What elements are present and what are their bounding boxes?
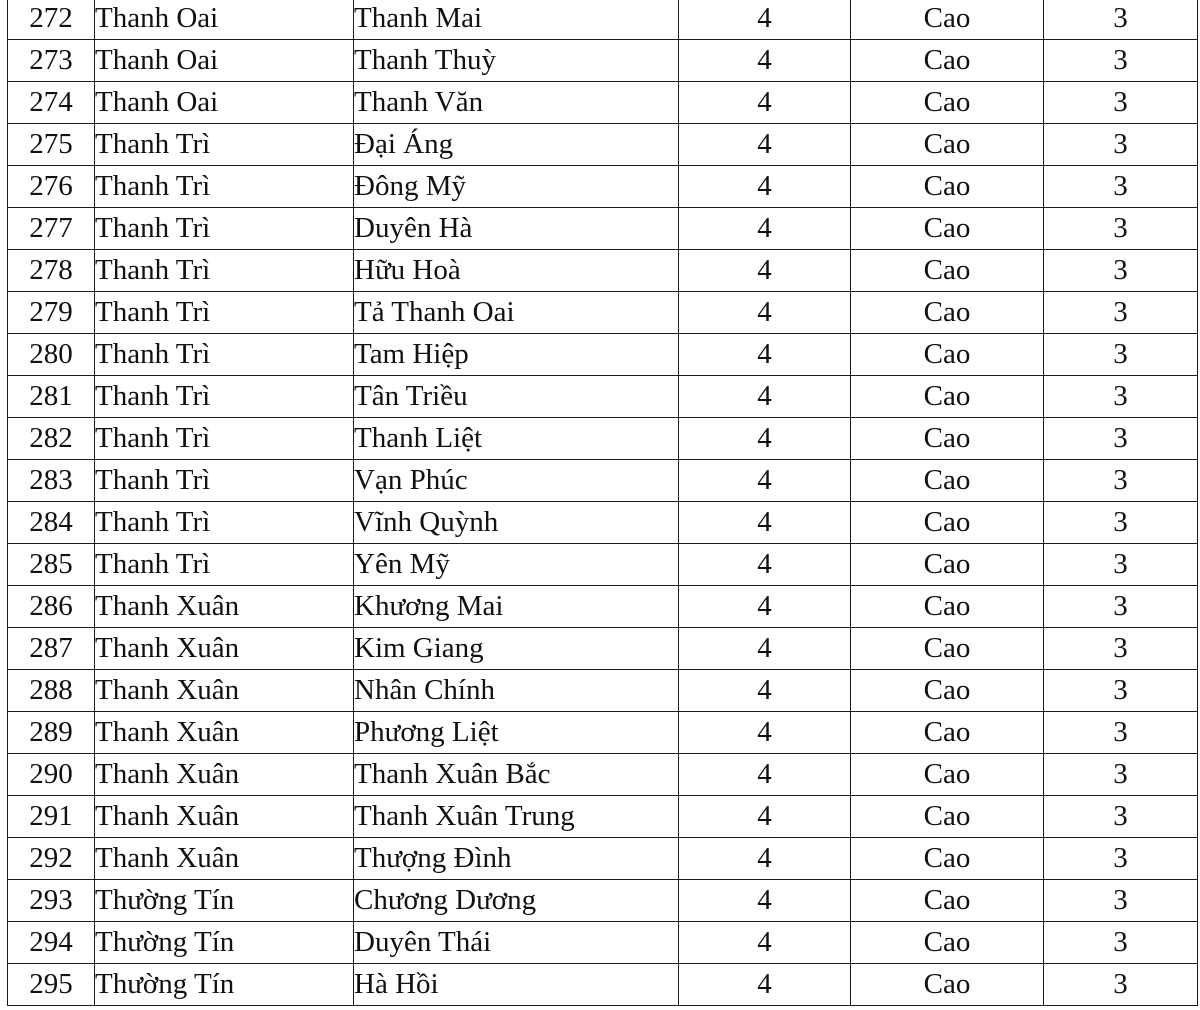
zone-cell: 3	[1044, 166, 1198, 208]
zone-cell: 3	[1044, 0, 1198, 40]
table-row	[8, 754, 1198, 796]
row-number-cell: 281	[8, 376, 95, 418]
row-number-cell: 289	[8, 712, 95, 754]
row-number-cell: 292	[8, 838, 95, 880]
level-cell: 4	[679, 334, 851, 376]
zone-cell: 3	[1044, 460, 1198, 502]
district-cell: Thường Tín	[95, 922, 354, 964]
risk-cell: Cao	[851, 964, 1044, 1006]
zone-cell: 3	[1044, 82, 1198, 124]
commune-cell: Phương Liệt	[354, 712, 679, 754]
level-cell: 4	[679, 376, 851, 418]
district-cell: Thanh Trì	[95, 250, 354, 292]
zone-cell: 3	[1044, 712, 1198, 754]
table-row	[8, 418, 1198, 460]
district-cell: Thanh Oai	[95, 0, 354, 40]
risk-cell: Cao	[851, 586, 1044, 628]
district-cell: Thanh Trì	[95, 124, 354, 166]
commune-cell: Thanh Liệt	[354, 418, 679, 460]
zone-cell: 3	[1044, 334, 1198, 376]
row-number-cell: 295	[8, 964, 95, 1006]
level-cell: 4	[679, 712, 851, 754]
risk-cell: Cao	[851, 460, 1044, 502]
zone-cell: 3	[1044, 208, 1198, 250]
commune-cell: Đại Áng	[354, 124, 679, 166]
row-number-cell: 283	[8, 460, 95, 502]
table-row	[8, 376, 1198, 418]
row-number-cell: 278	[8, 250, 95, 292]
district-cell: Thanh Xuân	[95, 586, 354, 628]
commune-cell: Tả Thanh Oai	[354, 292, 679, 334]
level-cell: 4	[679, 754, 851, 796]
zone-cell: 3	[1044, 880, 1198, 922]
zone-cell: 3	[1044, 544, 1198, 586]
level-cell: 4	[679, 292, 851, 334]
zone-cell: 3	[1044, 754, 1198, 796]
row-number-cell: 290	[8, 754, 95, 796]
district-cell: Thanh Oai	[95, 82, 354, 124]
row-number-cell: 282	[8, 418, 95, 460]
risk-cell: Cao	[851, 334, 1044, 376]
risk-cell: Cao	[851, 754, 1044, 796]
risk-cell: Cao	[851, 40, 1044, 82]
table-row	[8, 460, 1198, 502]
district-cell: Thanh Trì	[95, 208, 354, 250]
risk-cell: Cao	[851, 796, 1044, 838]
table-row	[8, 502, 1198, 544]
district-cell: Thanh Oai	[95, 40, 354, 82]
commune-cell: Tân Triều	[354, 376, 679, 418]
risk-cell: Cao	[851, 838, 1044, 880]
level-cell: 4	[679, 460, 851, 502]
risk-cell: Cao	[851, 628, 1044, 670]
table-body	[8, 0, 1198, 1006]
district-cell: Thanh Trì	[95, 292, 354, 334]
risk-cell: Cao	[851, 208, 1044, 250]
table-row	[8, 880, 1198, 922]
district-cell: Thanh Trì	[95, 460, 354, 502]
level-cell: 4	[679, 586, 851, 628]
district-cell: Thường Tín	[95, 880, 354, 922]
table-row	[8, 586, 1198, 628]
zone-cell: 3	[1044, 964, 1198, 1006]
commune-cell: Thượng Đình	[354, 838, 679, 880]
level-cell: 4	[679, 628, 851, 670]
table-row	[8, 628, 1198, 670]
table-row	[8, 670, 1198, 712]
level-cell: 4	[679, 208, 851, 250]
risk-cell: Cao	[851, 418, 1044, 460]
table-row	[8, 796, 1198, 838]
table-row	[8, 292, 1198, 334]
commune-cell: Hà Hồi	[354, 964, 679, 1006]
level-cell: 4	[679, 502, 851, 544]
level-cell: 4	[679, 838, 851, 880]
level-cell: 4	[679, 82, 851, 124]
risk-cell: Cao	[851, 670, 1044, 712]
commune-cell: Tam Hiệp	[354, 334, 679, 376]
commune-cell: Nhân Chính	[354, 670, 679, 712]
level-cell: 4	[679, 922, 851, 964]
commune-cell: Thanh Thuỳ	[354, 40, 679, 82]
row-number-cell: 286	[8, 586, 95, 628]
district-cell: Thanh Trì	[95, 166, 354, 208]
zone-cell: 3	[1044, 670, 1198, 712]
table-row	[8, 922, 1198, 964]
row-number-cell: 288	[8, 670, 95, 712]
level-cell: 4	[679, 124, 851, 166]
commune-cell: Kim Giang	[354, 628, 679, 670]
row-number-cell: 275	[8, 124, 95, 166]
risk-cell: Cao	[851, 166, 1044, 208]
table-row	[8, 334, 1198, 376]
table-row	[8, 250, 1198, 292]
row-number-cell: 279	[8, 292, 95, 334]
commune-cell: Khương Mai	[354, 586, 679, 628]
district-cell: Thường Tín	[95, 964, 354, 1006]
row-number-cell: 272	[8, 0, 95, 40]
row-number-cell: 293	[8, 880, 95, 922]
district-cell: Thanh Xuân	[95, 754, 354, 796]
district-cell: Thanh Xuân	[95, 796, 354, 838]
district-cell: Thanh Trì	[95, 502, 354, 544]
district-cell: Thanh Trì	[95, 334, 354, 376]
commune-risk-table	[7, 0, 1198, 1006]
row-number-cell: 284	[8, 502, 95, 544]
table-row	[8, 544, 1198, 586]
district-cell: Thanh Trì	[95, 376, 354, 418]
row-number-cell: 291	[8, 796, 95, 838]
commune-cell: Yên Mỹ	[354, 544, 679, 586]
zone-cell: 3	[1044, 628, 1198, 670]
row-number-cell: 274	[8, 82, 95, 124]
commune-cell: Chương Dương	[354, 880, 679, 922]
table-row	[8, 40, 1198, 82]
table-row	[8, 712, 1198, 754]
row-number-cell: 285	[8, 544, 95, 586]
commune-cell: Thanh Văn	[354, 82, 679, 124]
table-row	[8, 208, 1198, 250]
commune-cell: Duyên Thái	[354, 922, 679, 964]
row-number-cell: 294	[8, 922, 95, 964]
commune-cell: Đông Mỹ	[354, 166, 679, 208]
district-cell: Thanh Trì	[95, 418, 354, 460]
commune-cell: Thanh Mai	[354, 0, 679, 40]
commune-cell: Duyên Hà	[354, 208, 679, 250]
row-number-cell: 276	[8, 166, 95, 208]
zone-cell: 3	[1044, 376, 1198, 418]
row-number-cell: 287	[8, 628, 95, 670]
level-cell: 4	[679, 40, 851, 82]
risk-cell: Cao	[851, 880, 1044, 922]
level-cell: 4	[679, 670, 851, 712]
district-cell: Thanh Xuân	[95, 670, 354, 712]
district-cell: Thanh Xuân	[95, 628, 354, 670]
risk-cell: Cao	[851, 712, 1044, 754]
district-cell: Thanh Trì	[95, 544, 354, 586]
level-cell: 4	[679, 418, 851, 460]
risk-cell: Cao	[851, 376, 1044, 418]
commune-cell: Vạn Phúc	[354, 460, 679, 502]
table-row	[8, 82, 1198, 124]
level-cell: 4	[679, 964, 851, 1006]
risk-cell: Cao	[851, 82, 1044, 124]
risk-cell: Cao	[851, 544, 1044, 586]
zone-cell: 3	[1044, 838, 1198, 880]
level-cell: 4	[679, 0, 851, 40]
level-cell: 4	[679, 166, 851, 208]
zone-cell: 3	[1044, 922, 1198, 964]
row-number-cell: 277	[8, 208, 95, 250]
district-cell: Thanh Xuân	[95, 838, 354, 880]
zone-cell: 3	[1044, 796, 1198, 838]
zone-cell: 3	[1044, 292, 1198, 334]
commune-cell: Vĩnh Quỳnh	[354, 502, 679, 544]
zone-cell: 3	[1044, 418, 1198, 460]
zone-cell: 3	[1044, 40, 1198, 82]
zone-cell: 3	[1044, 250, 1198, 292]
table-row	[8, 838, 1198, 880]
zone-cell: 3	[1044, 124, 1198, 166]
risk-cell: Cao	[851, 250, 1044, 292]
table-row	[8, 0, 1198, 40]
risk-cell: Cao	[851, 292, 1044, 334]
zone-cell: 3	[1044, 586, 1198, 628]
level-cell: 4	[679, 880, 851, 922]
level-cell: 4	[679, 544, 851, 586]
commune-cell: Thanh Xuân Trung	[354, 796, 679, 838]
row-number-cell: 280	[8, 334, 95, 376]
row-number-cell: 273	[8, 40, 95, 82]
risk-cell: Cao	[851, 502, 1044, 544]
table-row	[8, 166, 1198, 208]
commune-cell: Hữu Hoà	[354, 250, 679, 292]
table-row	[8, 964, 1198, 1006]
district-cell: Thanh Xuân	[95, 712, 354, 754]
level-cell: 4	[679, 250, 851, 292]
risk-cell: Cao	[851, 124, 1044, 166]
level-cell: 4	[679, 796, 851, 838]
table-row	[8, 124, 1198, 166]
zone-cell: 3	[1044, 502, 1198, 544]
risk-cell: Cao	[851, 922, 1044, 964]
commune-cell: Thanh Xuân Bắc	[354, 754, 679, 796]
risk-cell: Cao	[851, 0, 1044, 40]
